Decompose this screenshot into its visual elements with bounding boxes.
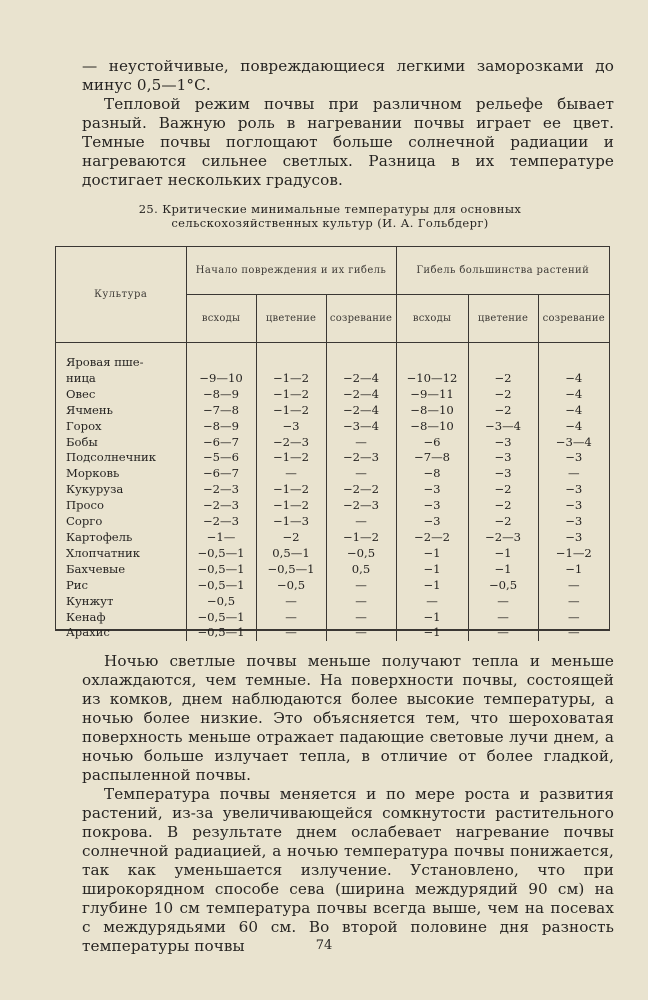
temperature-cell: — — [567, 593, 580, 608]
temperature-cell: −2—3 — [468, 530, 538, 546]
temperature-cell: — — [326, 578, 396, 594]
temperature-cell: −2 — [468, 514, 538, 530]
table-row — [56, 546, 609, 562]
temperature-cell: — — [326, 625, 396, 641]
temperature-cell: −1—2 — [256, 498, 326, 514]
header-culture: Культура — [56, 247, 186, 343]
crop-name: Морковь — [56, 466, 186, 482]
temperature-cell: — — [256, 610, 326, 626]
temperature-cell: −1 — [565, 561, 583, 576]
temperature-cell: 0,5—1 — [256, 546, 326, 562]
crop-name: Горох — [56, 419, 186, 435]
temperature-cell: −3 — [565, 482, 583, 497]
table-row — [56, 387, 609, 403]
data-table — [56, 247, 609, 641]
temperature-cell: −3—4 — [468, 419, 538, 435]
temperature-cell: — — [326, 435, 396, 451]
temperature-cell: −0,5—1 — [186, 610, 256, 626]
temperature-cell: — — [567, 577, 580, 592]
table-row — [56, 594, 609, 610]
temperature-cell: −1— — [186, 530, 256, 546]
page-number: 74 — [315, 938, 333, 953]
temperature-cell: — — [396, 594, 468, 610]
temperature-cell: −9—10 — [186, 371, 256, 387]
paragraph-night-soils: Ночью светлые почвы меньше получают тепла и меньше охлаждаются, чем темные. На поверхности почвы, состоящей из комков, днем наблюдаются более высокие температуры, а ночью более низкие. Это объясняется тем, что шероховатая поверхность меньше отражает падающие световые лучи днем, а ночью больше излучает тепла, в отличие от более гладкой, распыленной почвы. — [82, 652, 614, 784]
crop-name: ница — [56, 371, 186, 387]
temperature-cell: — — [468, 594, 538, 610]
temperature-cell: −3 — [468, 435, 538, 451]
temperature-cell: −2 — [468, 403, 538, 419]
temperature-cell: −1 — [396, 578, 468, 594]
temperature-cell: −6—7 — [186, 435, 256, 451]
crop-name: Картофель — [56, 530, 186, 546]
header-damage-onset: Начало повреждения и их гибель — [186, 247, 396, 295]
temperature-cell — [538, 355, 609, 371]
table-row — [56, 562, 609, 578]
crop-name: Просо — [56, 498, 186, 514]
temperature-cell: −2 — [256, 530, 326, 546]
table-row — [56, 371, 609, 387]
temperature-cell: −1—2 — [256, 403, 326, 419]
table-row — [56, 498, 609, 514]
temperature-cell: −5—6 — [186, 450, 256, 466]
temperature-cell: −0,5—1 — [186, 562, 256, 578]
temperature-cell: — — [567, 466, 580, 481]
crop-name: Бобы — [56, 435, 186, 451]
crop-name: Сорго — [56, 514, 186, 530]
temperature-cell: — — [326, 594, 396, 610]
temperature-cell: −3 — [565, 514, 583, 529]
header-sub: всходы — [186, 295, 256, 343]
header-sub: созревание — [326, 295, 396, 343]
table-caption-line2: сельскохозяйственных культур (И. А. Гольбдерг) — [171, 216, 489, 230]
temperature-cell: −7—8 — [396, 450, 468, 466]
crop-name: Яровая пше- — [56, 355, 186, 371]
temperature-cell: −3 — [396, 482, 468, 498]
temperature-cell — [256, 355, 326, 371]
temperature-cell: −3 — [565, 450, 583, 465]
temperature-cell: −1 — [468, 546, 538, 562]
temperature-cell: −1—2 — [256, 371, 326, 387]
temperature-cell: −4 — [565, 402, 583, 417]
temperature-cell: −2 — [468, 498, 538, 514]
temperature-cell: −3 — [256, 419, 326, 435]
temperature-cell: −2—3 — [326, 498, 396, 514]
table-row — [56, 435, 609, 451]
table-caption-line1: 25. Критические минимальные температуры для основных — [138, 202, 522, 216]
temperature-cell: — — [468, 625, 538, 641]
crop-name: Бахчевые — [56, 562, 186, 578]
crop-name: Ячмень — [56, 403, 186, 419]
table-row — [56, 514, 609, 530]
temperature-cell: −4 — [565, 418, 583, 433]
paragraph-plant-growth: Температура почвы меняется и по мере роста и развития растений, из-за увеличивающейся сомкнутости растительного покрова. В результате днем ослабевает нагревание почвы солнечной радиацией, а ночью температура почвы понижается, так как уменьшается излучение. Установлено, что при широкорядном способе сева (ширина междурядий 90 см) на глубине 10 см температура почвы всегда выше, чем на посевах с междурядьями 60 см. Во второй половине дня разность температуры почвы — [82, 785, 614, 955]
temperature-cell: −2 — [468, 387, 538, 403]
temperature-cell: −2 — [468, 482, 538, 498]
table-row — [56, 482, 609, 498]
temperature-cell: −2—4 — [326, 403, 396, 419]
crop-name: Кенаф — [56, 610, 186, 626]
temperature-cell: −0,5—1 — [186, 625, 256, 641]
temperature-cell: −3 — [565, 498, 583, 513]
temperature-cell: −1 — [396, 562, 468, 578]
temperature-cell: −2—2 — [326, 482, 396, 498]
temperature-cell: −0,5 — [186, 594, 256, 610]
crop-name: Овес — [56, 387, 186, 403]
temperature-cell: −0,5—1 — [186, 546, 256, 562]
header-sub: цветение — [256, 295, 326, 343]
header-plant-death: Гибель большинства растений — [396, 247, 609, 295]
table-row — [56, 355, 609, 371]
temperature-cell: −0,5 — [468, 578, 538, 594]
temperature-cell — [468, 355, 538, 371]
temperature-cell: −2—3 — [186, 514, 256, 530]
table-row — [56, 419, 609, 435]
temperature-cell: −8—9 — [186, 419, 256, 435]
temperature-cell: — — [567, 625, 580, 640]
temperature-cell: −3 — [396, 514, 468, 530]
temperature-cell: −1 — [468, 562, 538, 578]
temperature-cell: −1—2 — [326, 530, 396, 546]
temperature-cell: −2 — [468, 371, 538, 387]
temperature-cell: — — [468, 610, 538, 626]
temperature-cell: −0,5 — [326, 546, 396, 562]
temperature-cell: −3 — [396, 498, 468, 514]
temperature-cell: — — [567, 609, 580, 624]
temperature-cell: — — [326, 466, 396, 482]
table-row — [56, 625, 609, 641]
crop-name: Кунжут — [56, 594, 186, 610]
crop-name: Рис — [56, 578, 186, 594]
temperature-cell: −1—2 — [256, 450, 326, 466]
header-sub: всходы — [396, 295, 468, 343]
table-row — [56, 578, 609, 594]
temperature-cell: −1 — [396, 610, 468, 626]
temperature-cell: −2—3 — [256, 435, 326, 451]
table-caption — [60, 202, 600, 230]
temperature-cell: −8—9 — [186, 387, 256, 403]
temperature-cell: −3 — [468, 466, 538, 482]
temperature-cell: −8—10 — [396, 419, 468, 435]
temperature-cell: −2—4 — [326, 387, 396, 403]
temperature-cell: −1—2 — [555, 545, 592, 560]
temperature-cell: −2—3 — [186, 482, 256, 498]
temperature-cell — [326, 355, 396, 371]
temperature-cell: −4 — [565, 370, 583, 385]
temperature-cell: −0,5—1 — [186, 578, 256, 594]
table-row — [56, 450, 609, 466]
temperature-cell: — — [256, 466, 326, 482]
crop-name: Арахис — [56, 625, 186, 641]
temperature-cell: — — [256, 625, 326, 641]
temperature-cell: −10—12 — [396, 371, 468, 387]
header-sub: созревание — [538, 295, 609, 343]
temperature-cell: −3 — [468, 450, 538, 466]
temperature-cell: −3—4 — [555, 434, 592, 449]
temperature-cell: −8 — [396, 466, 468, 482]
temperature-cell: −0,5 — [256, 578, 326, 594]
temperature-cell: −6 — [396, 435, 468, 451]
temperature-cell: −1—2 — [256, 387, 326, 403]
crop-name: Хлопчатник — [56, 546, 186, 562]
temperature-table — [55, 246, 610, 640]
table-row — [56, 466, 609, 482]
temperature-cell: −3—4 — [326, 419, 396, 435]
temperature-cell: −1—2 — [256, 482, 326, 498]
temperature-cell: −6—7 — [186, 466, 256, 482]
table-spacer-row — [56, 343, 609, 356]
paragraph-thermal-regime: Тепловой режим почвы при различном рельефе бывает разный. Важную роль в нагревании почвы играет ее цвет. Темные почвы поглощают больше солнечной радиации и нагреваются сильнее светлых. Разница в их температуре достигает нескольких градусов. — [82, 95, 614, 189]
temperature-cell: −2—3 — [186, 498, 256, 514]
paragraph-intro: — неустойчивые, повреждающиеся легкими заморозками до минус 0,5—1°С. — [82, 57, 614, 94]
temperature-cell: — — [326, 514, 396, 530]
table-row — [56, 530, 609, 546]
temperature-cell: −0,5—1 — [256, 562, 326, 578]
table-row — [56, 610, 609, 626]
temperature-cell: −1—3 — [256, 514, 326, 530]
temperature-cell: −2—2 — [396, 530, 468, 546]
table-row — [56, 403, 609, 419]
header-sub: цветение — [468, 295, 538, 343]
temperature-cell — [396, 355, 468, 371]
temperature-cell: −9—11 — [396, 387, 468, 403]
temperature-cell: −7—8 — [186, 403, 256, 419]
table-body — [56, 343, 609, 642]
temperature-cell: −2—3 — [326, 450, 396, 466]
temperature-cell: −8—10 — [396, 403, 468, 419]
temperature-cell: −4 — [565, 386, 583, 401]
temperature-cell — [186, 355, 256, 371]
temperature-cell: −3 — [565, 529, 583, 544]
temperature-cell: −1 — [396, 546, 468, 562]
crop-name: Подсолнечник — [56, 450, 186, 466]
temperature-cell: −1 — [396, 625, 468, 641]
temperature-cell: −2—4 — [326, 371, 396, 387]
temperature-cell: — — [256, 594, 326, 610]
temperature-cell: — — [326, 610, 396, 626]
temperature-cell: 0,5 — [326, 562, 396, 578]
crop-name: Кукуруза — [56, 482, 186, 498]
